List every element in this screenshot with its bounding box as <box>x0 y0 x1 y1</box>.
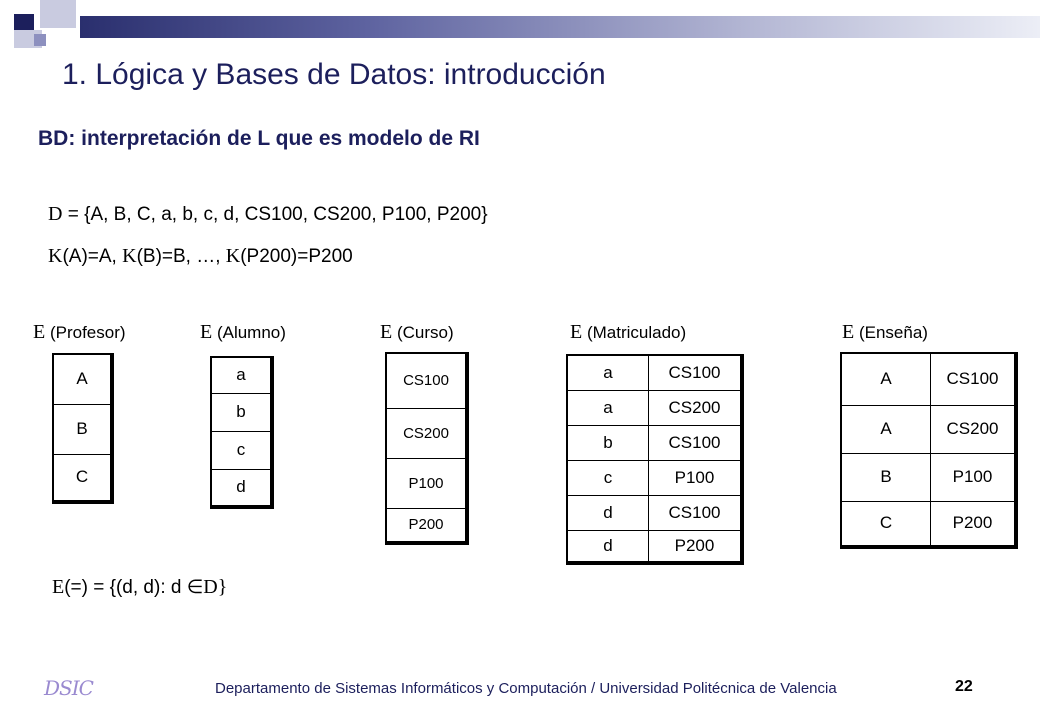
table-row <box>53 454 112 502</box>
table-row <box>841 453 1016 501</box>
label-profesor: E (Profesor) <box>33 321 126 343</box>
closing-brace: } <box>217 576 228 598</box>
table-row <box>841 353 1016 405</box>
table-row <box>386 508 467 543</box>
table-row <box>211 431 272 469</box>
table-row <box>386 408 467 458</box>
table-cell: b <box>211 393 272 431</box>
table-cell: d <box>211 469 272 507</box>
table-cell: b <box>567 425 649 460</box>
table-cell: CS100 <box>649 355 743 390</box>
table-cell: d <box>567 495 649 530</box>
table-cell: P200 <box>931 501 1017 547</box>
table-cell: CS100 <box>649 495 743 530</box>
table-row <box>211 357 272 393</box>
table-cell: P100 <box>931 453 1017 501</box>
extension-symbol: E <box>52 576 65 598</box>
table-cell: A <box>53 354 112 404</box>
table-cell: CS200 <box>649 390 743 425</box>
kappa-symbol: K <box>225 245 241 267</box>
table-row <box>211 469 272 507</box>
table-cell: B <box>53 404 112 454</box>
element-of-symbol: ∈ <box>186 577 204 598</box>
kappa-part-2: (B)=B, …, <box>136 246 221 267</box>
equality-line <box>52 576 227 599</box>
label-ensena: E (Enseña) <box>842 321 928 343</box>
table-row <box>567 460 742 495</box>
kappa-symbol: K <box>122 245 137 267</box>
table-cell: B <box>841 453 931 501</box>
kappa-symbol: K <box>48 245 63 267</box>
dsic-logo: DSIC <box>44 676 93 700</box>
extension-symbol: E <box>570 321 583 343</box>
decor-square-light <box>40 0 76 28</box>
table-matriculado <box>566 354 744 565</box>
domain-text: = {A, B, C, a, b, c, d, CS100, CS200, P100, P200} <box>67 204 488 225</box>
table-row <box>567 390 742 425</box>
table-cell: a <box>567 390 649 425</box>
page-number: 22 <box>955 678 973 695</box>
table-row <box>841 501 1016 547</box>
table-row <box>211 393 272 431</box>
table-row <box>567 355 742 390</box>
extension-symbol: E <box>33 321 46 343</box>
table-ensena <box>840 352 1018 549</box>
table-cell: P200 <box>649 530 743 563</box>
table-cell: CS100 <box>386 353 467 408</box>
table-alumno <box>210 356 274 509</box>
table-row <box>567 530 742 563</box>
domain-symbol: D <box>203 576 218 598</box>
domain-line <box>48 203 488 226</box>
table-cell: CS100 <box>649 425 743 460</box>
domain-symbol: D <box>48 203 63 225</box>
table-row <box>567 425 742 460</box>
header-gradient-bar <box>80 16 1040 38</box>
kappa-line <box>48 245 353 268</box>
table-row <box>567 495 742 530</box>
table-row <box>53 404 112 454</box>
table-cell: a <box>567 355 649 390</box>
table-cell: P100 <box>649 460 743 495</box>
equality-text: (=) = {(d, d): d <box>64 577 182 598</box>
kappa-part-3: (P200)=P200 <box>240 246 353 267</box>
table-cell: C <box>53 454 112 502</box>
table-cell: a <box>211 357 272 393</box>
table-cell: P200 <box>386 508 467 543</box>
table-cell: CS200 <box>931 405 1017 453</box>
table-cell: c <box>567 460 649 495</box>
footer-text: Departamento de Sistemas Informáticos y Computación / Universidad Politécnica de Valencia <box>215 680 837 697</box>
kappa-part-1: (A)=A, <box>62 246 117 267</box>
table-cell: P100 <box>386 458 467 508</box>
label-alumno: E (Alumno) <box>200 321 286 343</box>
label-matriculado: E (Matriculado) <box>570 321 687 343</box>
slide-title: 1. Lógica y Bases de Datos: introducción <box>62 58 606 91</box>
extension-symbol: E <box>200 321 213 343</box>
table-curso <box>385 352 469 545</box>
decor-square-mid <box>34 34 46 46</box>
table-cell: C <box>841 501 931 547</box>
table-cell: A <box>841 353 931 405</box>
table-cell: CS100 <box>931 353 1017 405</box>
table-cell: d <box>567 530 649 563</box>
table-cell: c <box>211 431 272 469</box>
extension-symbol: E <box>842 321 855 343</box>
table-profesor <box>52 353 114 504</box>
slide-subtitle: BD: interpretación de L que es modelo de RI <box>38 127 480 150</box>
table-cell: A <box>841 405 931 453</box>
table-cell: CS200 <box>386 408 467 458</box>
table-row <box>386 458 467 508</box>
table-row <box>53 354 112 404</box>
label-curso: E (Curso) <box>380 321 454 343</box>
table-row <box>841 405 1016 453</box>
table-row <box>386 353 467 408</box>
extension-symbol: E <box>380 321 393 343</box>
